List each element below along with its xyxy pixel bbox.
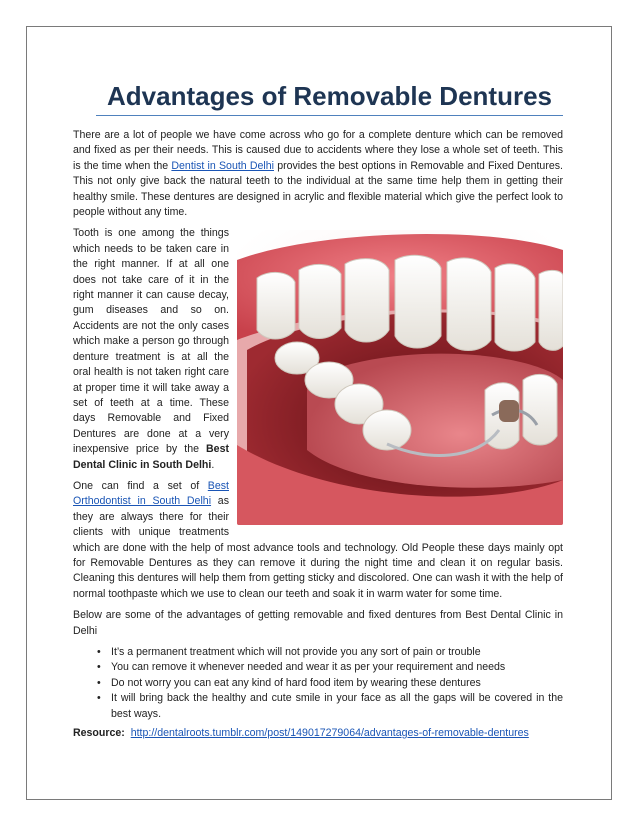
intro-text-2: provides the best options in Removable and Fixed Dentures. This not only give back the natural teeth to the individual at the same time help them in getting their healthy smile. These dentures are designed in acrylic and flexible material which give the perfect look to people without any time. — [73, 159, 563, 219]
ortho-text-2: as they are always there for their clients with unique treatments which are done with the help of most advance tools and technology. Old People these days mainly opt for Removable Dentures as they can remove it during the night time and clean it on regular basis. Cleaning this dentures will help them from getting sticky and discolored. One can wash it with the help of normal toothpaste which we use to clean our teeth and soak it in warm water for some time. — [73, 495, 563, 600]
page-title: Advantages of Removable Dentures — [96, 80, 563, 116]
advantages-intro: Below are some of the advantages of getting removable and fixed dentures from Best Dental Clinic in Delhi — [73, 609, 563, 637]
best-dental-clinic-bold: Best Dental Clinic in South Delhi — [73, 443, 229, 471]
advantages-list — [73, 645, 563, 722]
best-orthodontist-link[interactable]: Best Orthodontist in South Delhi — [73, 479, 229, 508]
resource-line — [73, 726, 563, 741]
bullet-icon: • — [97, 661, 101, 674]
dentist-south-delhi-link[interactable]: Dentist in South Delhi — [171, 159, 274, 172]
image-wrap-section — [73, 226, 563, 602]
list-item: • Do not worry you can eat any kind of hard food item by wearing these dentures — [97, 676, 563, 691]
intro-paragraph — [73, 128, 563, 220]
ortho-text-1: One can find a set of — [73, 479, 208, 492]
article — [73, 80, 563, 741]
resource-link[interactable]: http://dentalroots.tumblr.com/post/149017279064/advantages-of-removable-dentures — [130, 727, 529, 740]
intro-text-1: There are a lot of people we have come across who go for a complete denture which can be removed and fixed as per their needs. This is caused due to accidents where they lose a whole set of teeth. This is the time when the — [73, 129, 563, 172]
list-item: • It will bring back the healthy and cute smile in your face as all the gaps will be covered in the best ways. — [97, 692, 563, 720]
bullet-icon: • — [97, 646, 101, 658]
care-paragraph — [73, 226, 563, 473]
bullet-icon: • — [97, 692, 101, 705]
care-end: . — [211, 458, 215, 471]
removable-denture-photo-icon — [237, 230, 563, 525]
list-item: • It’s a permanent treatment which will not provide you any sort of pain or trouble — [97, 645, 563, 660]
list-item: • You can remove it whenever needed and wear it as per your requirement and needs — [97, 660, 563, 675]
resource-label: Resource: — [73, 727, 125, 740]
bullet-icon: • — [97, 676, 101, 689]
care-text: Tooth is one among the things which needs to be taken care in the right manner. If at all one does not take care of it in the right manner it can cause decay, gum diseases and so on. Accidents are not the only cases which make a person go through denture treatment is at all the oral health is not taken right care at proper time it will take away a set of teeth at a time. These days Removable and Fixed Dentures are done at a very inexpensive price by the — [73, 227, 229, 456]
